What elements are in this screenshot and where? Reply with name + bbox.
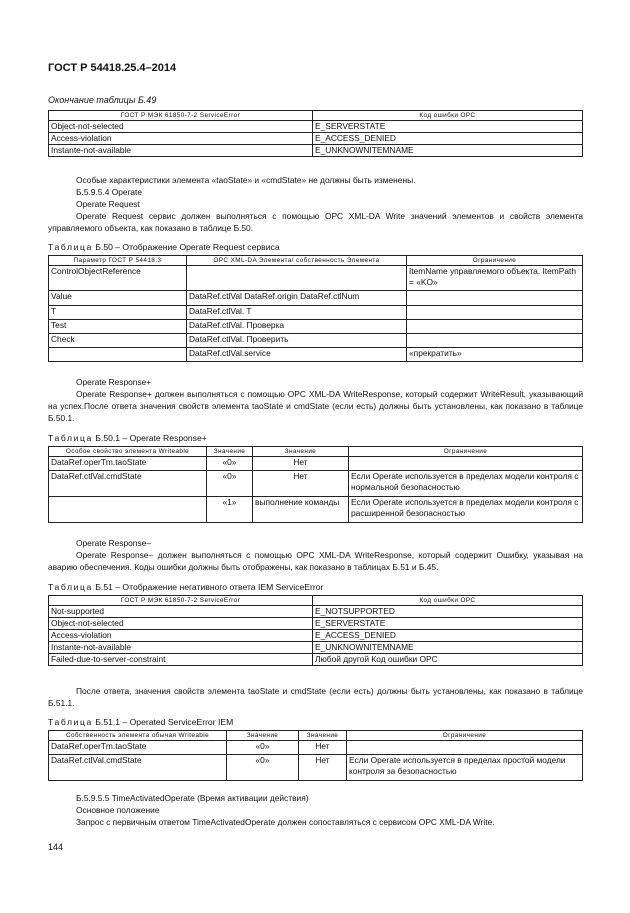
table-b51 bbox=[48, 595, 583, 666]
table-cell: E_ACCESS_DENIED bbox=[313, 133, 583, 145]
section-heading: Б.5.9.5.5 TimeActivatedOperate (Время активации действия) bbox=[76, 793, 309, 803]
table-cell: Object-not-selected bbox=[49, 121, 313, 133]
table-b50 bbox=[48, 255, 583, 362]
table-cell: «1» bbox=[207, 497, 253, 523]
column-header: Код ошибки OPC bbox=[313, 111, 583, 121]
table-cell: Test bbox=[49, 320, 187, 334]
table-caption-b51 bbox=[48, 582, 323, 592]
caption-text: Б.51.1 – Operated ServiceError IEM bbox=[92, 717, 234, 727]
column-header: Ограничение bbox=[407, 256, 583, 266]
table-caption-b511 bbox=[48, 717, 233, 727]
caption-text: Б.51 – Отображение негативного ответа IEM ServiceError bbox=[92, 582, 324, 592]
table-cell: DataRef.ctlVal DataRef.origin DataRef.ctlNum bbox=[187, 291, 407, 306]
table-row bbox=[49, 497, 583, 523]
subheading: Operate Response– bbox=[76, 538, 151, 548]
table-row bbox=[49, 291, 583, 306]
subheading: Operate Response+ bbox=[76, 377, 152, 387]
table-row bbox=[49, 642, 583, 654]
column-header: Параметр ГОСТ Р 54418.3 bbox=[49, 256, 187, 266]
column-header: Ограничение bbox=[349, 447, 583, 457]
paragraph: Operate Request сервис должен выполняться с помощью OPC XML-DA Write значений элементов и свойств элемента управляемого объекта, как показано в таблице Б.50. bbox=[48, 211, 583, 233]
table-cell: E_NOTSUPPORTED bbox=[313, 606, 583, 618]
table-cell: E_SERVERSTATE bbox=[313, 618, 583, 630]
table-cell: T bbox=[49, 306, 187, 320]
table-cell bbox=[407, 320, 583, 334]
table-header-row bbox=[49, 111, 583, 121]
table-cell: DataRef.operTm.taoState bbox=[49, 457, 207, 471]
table-cell: Check bbox=[49, 334, 187, 348]
table-cell: Access-violation bbox=[49, 133, 313, 145]
section-heading: Б.5.9.5.4 Operate bbox=[76, 187, 143, 197]
column-header: Собственность элемента обычая Writeable bbox=[49, 731, 227, 741]
table-cell bbox=[347, 741, 583, 755]
column-header: Значение bbox=[299, 731, 347, 741]
table-cell: Любой другой Код ошибки OPC bbox=[313, 654, 583, 666]
table-row bbox=[49, 457, 583, 471]
column-header: Код ошибки OPC bbox=[313, 596, 583, 606]
table-cell: Нет bbox=[253, 457, 349, 471]
paragraph: Особые характеристики элемента «taoState» и «cmdState» не должны быть изменены. bbox=[76, 175, 416, 185]
text-block-2 bbox=[48, 376, 583, 424]
table-row bbox=[49, 306, 583, 320]
table-cell: E_UNKNOWNITEMNAME bbox=[313, 145, 583, 157]
table-row bbox=[49, 606, 583, 618]
table-cell: DataRef.ctlVal.service bbox=[187, 348, 407, 362]
table-row bbox=[49, 121, 583, 133]
table-cell: E_SERVERSTATE bbox=[313, 121, 583, 133]
table-cell bbox=[407, 334, 583, 348]
table-cell: «0» bbox=[227, 755, 299, 781]
table-row bbox=[49, 755, 583, 781]
column-header: Значение bbox=[207, 447, 253, 457]
paragraph: Operate Response– должен выполняться с помощью OPC XML-DA WriteResponse, который содержит Ошибку, указывая на аварию обеспечения. Коды ошибки должны быть отображены, как показано в таблицах Б.51 и Б.45. bbox=[48, 550, 583, 572]
table-cell: DataRef.ctlVal.cmdState bbox=[49, 755, 227, 781]
column-header: ГОСТ Р МЭК 61850-7-2 ServiceError bbox=[49, 596, 313, 606]
column-header: OPC XML-DA Элемента/ собственность Элемента bbox=[187, 256, 407, 266]
table-b511 bbox=[48, 730, 583, 781]
table-cell: Если Operate используется в пределах модели контроля с расширенной безопасностью bbox=[349, 497, 583, 523]
table-cell: «0» bbox=[207, 471, 253, 497]
column-header: ГОСТ Р МЭК 61850-7-2 ServiceError bbox=[49, 111, 313, 121]
table-cell: «0» bbox=[207, 457, 253, 471]
caption-text: Б.50.1 – Operate Response+ bbox=[92, 433, 207, 443]
page-number: 144 bbox=[48, 842, 64, 852]
table-cell: Нет bbox=[299, 741, 347, 755]
table-cell: Object-not-selected bbox=[49, 618, 313, 630]
table-cell: Failed-due-to-server-constraint bbox=[49, 654, 313, 666]
paragraph: После ответа, значения свойств элемента taoState и cmdState (если есть) должны быть установлены, как показано в таблице Б.51.1. bbox=[48, 686, 583, 708]
text-block-4 bbox=[48, 685, 583, 709]
column-header: Значение bbox=[227, 731, 299, 741]
text-block-1 bbox=[48, 174, 583, 234]
column-header: Ограничение bbox=[347, 731, 583, 741]
table-cell: DataRef.ctlVal. Проверить bbox=[187, 334, 407, 348]
table-cell bbox=[187, 266, 407, 291]
table-cell: ControlObjectReference bbox=[49, 266, 187, 291]
table-header-row bbox=[49, 256, 583, 266]
table-row bbox=[49, 133, 583, 145]
table-row bbox=[49, 266, 583, 291]
table-cell: Instante-not-available bbox=[49, 145, 313, 157]
paragraph: Запрос с первичным ответом TimeActivatedOperate должен сопоставляться с сервисом OPC XML-DA Write. bbox=[76, 817, 495, 827]
table-cell: Нет bbox=[299, 755, 347, 781]
table-header-row bbox=[49, 447, 583, 457]
table-cell bbox=[349, 457, 583, 471]
table-cell: Instante-not-available bbox=[49, 642, 313, 654]
table-cell: DataRef.ctlVal.cmdState bbox=[49, 471, 207, 497]
table-cell: «0» bbox=[227, 741, 299, 755]
subheading: Operate Request bbox=[76, 199, 140, 209]
table-cell: E_UNKNOWNITEMNAME bbox=[313, 642, 583, 654]
caption-text: Б.50 – Отображение Operate Request сервиса bbox=[92, 242, 280, 252]
table-cell: E_ACCESS_DENIED bbox=[313, 630, 583, 642]
table-cell: DataRef.operTm.taoState bbox=[49, 741, 227, 755]
table-cell: выполнение команды bbox=[253, 497, 349, 523]
table-cell bbox=[49, 497, 207, 523]
table-cell: Если Operate используется в пределах модели контроля с нормальной безопасностью bbox=[349, 471, 583, 497]
table-cell: DataRef.ctlVal. T bbox=[187, 306, 407, 320]
caption-prefix: Таблица bbox=[48, 242, 93, 252]
column-header: Значение bbox=[253, 447, 349, 457]
table-cell: Нет bbox=[253, 471, 349, 497]
table-cell: «прекратить» bbox=[407, 348, 583, 362]
table-cell bbox=[407, 291, 583, 306]
text-block-5 bbox=[48, 792, 583, 828]
table-cell bbox=[407, 306, 583, 320]
table-row bbox=[49, 320, 583, 334]
table-cell: Value bbox=[49, 291, 187, 306]
table-cell: ItemName управляемого объекта. ItemPath = «KO» bbox=[407, 266, 583, 291]
table-row bbox=[49, 654, 583, 666]
table-row bbox=[49, 630, 583, 642]
table-cell: Not-supported bbox=[49, 606, 313, 618]
column-header: Особое свойство элемента Writeable bbox=[49, 447, 207, 457]
text-block-3 bbox=[48, 537, 583, 573]
paragraph: Operate Response+ должен выполняться с помощью OPC XML-DA WriteResponse, который содержит WriteResult, указывающий на успех.После ответа значения свойств элемента taoState и cmdState (если есть) должны быть установлены, как показано в таблице Б.50.1. bbox=[48, 389, 583, 423]
table-header-row bbox=[49, 731, 583, 741]
table-b49 bbox=[48, 110, 583, 157]
table-cell bbox=[49, 348, 187, 362]
table-continuation-label: Окончание таблицы Б.49 bbox=[48, 95, 157, 105]
table-row bbox=[49, 145, 583, 157]
table-row bbox=[49, 618, 583, 630]
table-cell: DataRef.ctlVal. Проверка bbox=[187, 320, 407, 334]
document-header: ГОСТ Р 54418.25.4–2014 bbox=[48, 62, 177, 74]
table-row bbox=[49, 348, 583, 362]
table-header-row bbox=[49, 596, 583, 606]
table-row bbox=[49, 334, 583, 348]
table-caption-b50 bbox=[48, 242, 280, 252]
table-row bbox=[49, 471, 583, 497]
table-b501 bbox=[48, 446, 583, 523]
caption-prefix: Таблица bbox=[48, 433, 93, 443]
table-cell: Access-violation bbox=[49, 630, 313, 642]
table-row bbox=[49, 741, 583, 755]
table-cell: Если Operate используется в пределах простой модели контроля за безопасностью bbox=[347, 755, 583, 781]
caption-prefix: Таблица bbox=[48, 582, 93, 592]
caption-prefix: Таблица bbox=[48, 717, 93, 727]
table-caption-b501 bbox=[48, 433, 207, 443]
subheading: Основное положение bbox=[76, 805, 160, 815]
